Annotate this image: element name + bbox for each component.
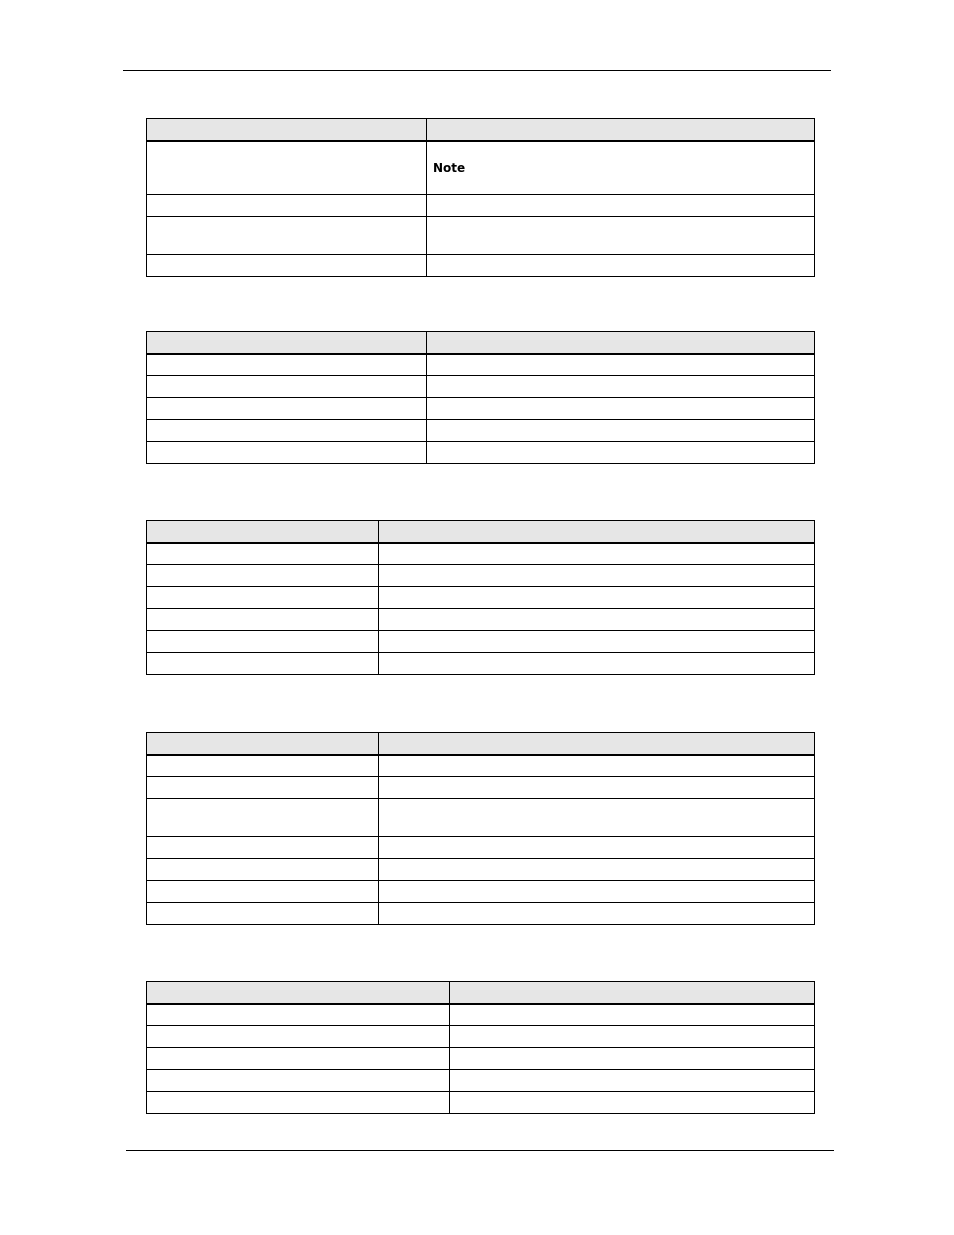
table-cell — [147, 255, 427, 277]
table-cell — [147, 755, 379, 777]
table-row — [147, 799, 815, 837]
table-cell — [450, 1092, 815, 1114]
table-cell — [427, 141, 815, 195]
table-header-cell — [427, 119, 815, 141]
table-cell — [379, 881, 815, 903]
table-cell — [147, 903, 379, 925]
table-cell — [427, 195, 815, 217]
table-cell — [379, 587, 815, 609]
table-row — [147, 217, 815, 255]
table-row — [147, 903, 815, 925]
table-cell — [147, 653, 379, 675]
table-cell — [427, 217, 815, 255]
table-cell — [147, 609, 379, 631]
table-header-cell — [379, 733, 815, 755]
table-cell — [147, 217, 427, 255]
table-cell — [147, 376, 427, 398]
table-header-cell — [147, 332, 427, 354]
table-cell — [147, 543, 379, 565]
table-row — [147, 354, 815, 376]
table-header-cell — [379, 521, 815, 543]
table-header-cell — [147, 119, 427, 141]
table-cell — [147, 631, 379, 653]
table-row — [147, 777, 815, 799]
table-3 — [146, 520, 815, 675]
table-cell — [379, 777, 815, 799]
table-row — [147, 255, 815, 277]
table-cell — [427, 398, 815, 420]
table-row — [147, 1026, 815, 1048]
table-cell — [147, 1092, 450, 1114]
table-cell — [450, 1026, 815, 1048]
table-row — [147, 543, 815, 565]
header-rule — [123, 70, 831, 71]
table-cell — [379, 653, 815, 675]
table-row — [147, 837, 815, 859]
table-row — [147, 881, 815, 903]
table-cell — [147, 881, 379, 903]
table-row — [147, 755, 815, 777]
table-cell — [379, 565, 815, 587]
table-header-cell — [147, 733, 379, 755]
table-cell — [427, 376, 815, 398]
table-row — [147, 631, 815, 653]
table-cell — [427, 420, 815, 442]
table-row — [147, 1092, 815, 1114]
table-cell — [427, 354, 815, 376]
table-cell — [379, 859, 815, 881]
table-cell — [147, 587, 379, 609]
table-cell — [379, 543, 815, 565]
table-cell — [379, 837, 815, 859]
table-cell — [379, 755, 815, 777]
table-cell — [147, 1004, 450, 1026]
table-cell — [450, 1070, 815, 1092]
table-2 — [146, 331, 815, 464]
table-cell — [147, 195, 427, 217]
table-row — [147, 1070, 815, 1092]
table-row — [147, 376, 815, 398]
table-cell — [379, 799, 815, 837]
table-cell — [147, 799, 379, 837]
note-label: Note — [433, 160, 466, 175]
table-cell — [147, 1048, 450, 1070]
table-cell — [147, 1070, 450, 1092]
table-cell — [147, 398, 427, 420]
table-cell — [427, 255, 815, 277]
table-row — [147, 609, 815, 631]
table-row — [147, 1048, 815, 1070]
table-cell — [427, 442, 815, 464]
table-header-row — [147, 119, 815, 141]
table-row — [147, 1004, 815, 1026]
table-header-row — [147, 733, 815, 755]
table-cell — [147, 420, 427, 442]
table-row — [147, 398, 815, 420]
table-header-row — [147, 982, 815, 1004]
table-cell — [147, 1026, 450, 1048]
table-header-cell — [147, 521, 379, 543]
table-row — [147, 195, 815, 217]
table-cell — [379, 631, 815, 653]
table-cell — [147, 354, 427, 376]
table-row — [147, 653, 815, 675]
table-row — [147, 859, 815, 881]
table-cell — [147, 859, 379, 881]
table-row — [147, 442, 815, 464]
table-header-row — [147, 521, 815, 543]
table-cell — [147, 565, 379, 587]
footer-rule — [126, 1150, 834, 1151]
table-1 — [146, 118, 815, 277]
table-cell — [450, 1048, 815, 1070]
table-cell — [147, 837, 379, 859]
table-row — [147, 565, 815, 587]
table-cell — [450, 1004, 815, 1026]
table-header-cell — [450, 982, 815, 1004]
table-5 — [146, 981, 815, 1114]
table-4 — [146, 732, 815, 925]
table-header-cell — [147, 982, 450, 1004]
table-cell — [147, 777, 379, 799]
table-cell — [147, 141, 427, 195]
table-row — [147, 587, 815, 609]
table-row — [147, 420, 815, 442]
table-header-cell — [427, 332, 815, 354]
table-cell — [147, 442, 427, 464]
table-row — [147, 141, 815, 195]
table-cell — [379, 903, 815, 925]
table-cell — [379, 609, 815, 631]
table-header-row — [147, 332, 815, 354]
